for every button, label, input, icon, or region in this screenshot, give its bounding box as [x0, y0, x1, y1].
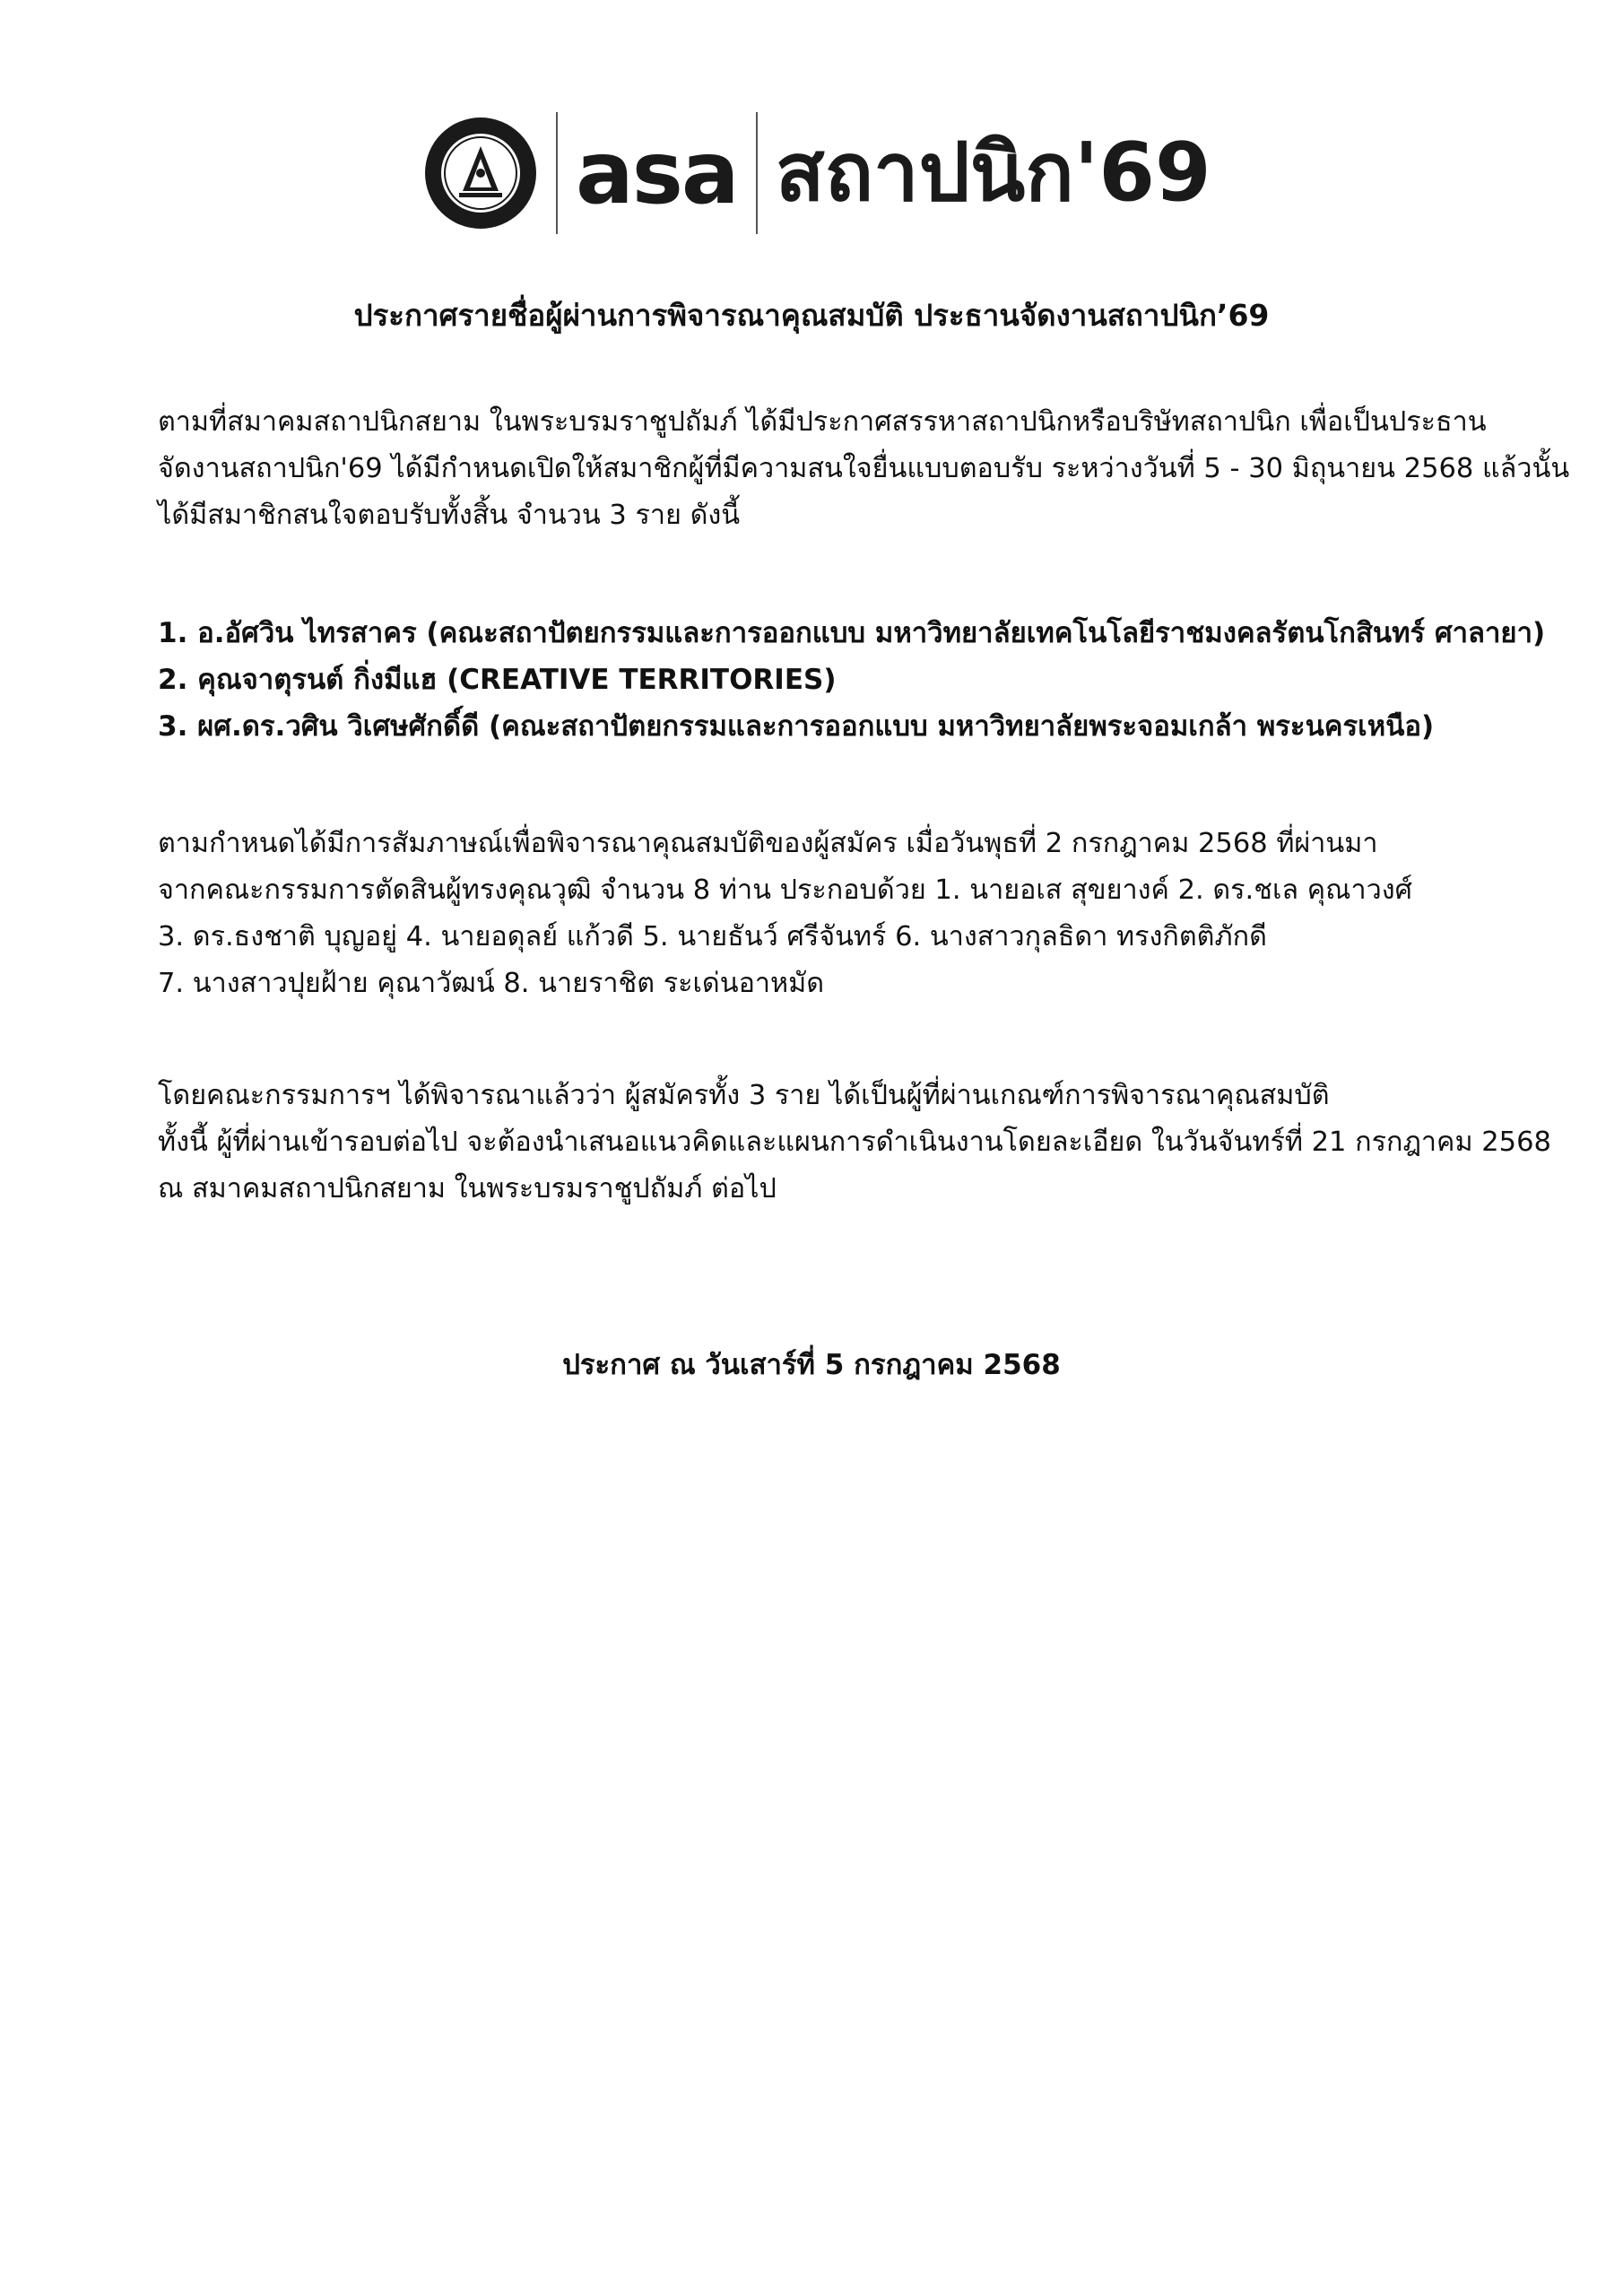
header-divider-2: [756, 112, 758, 234]
candidate-item: 1. อ.อัศวิน ไทรสาคร (คณะสถาปัตยกรรมและการออกแบบ มหาวิทยาลัยเทคโนโลยีราชมงคลรัตนโกสินทร์ ศาลายา): [158, 617, 1546, 649]
candidate-item: 3. ผศ.ดร.วศิน วิเศษศักดิ์ดี (คณะสถาปัตยกรรมและการออกแบบ มหาวิทยาลัยพระจอมเกล้า พระนครเหนือ): [158, 710, 1435, 743]
result-line: โดยคณะกรรมการฯ ได้พิจารณาแล้วว่า ผู้สมัครทั้ง 3 ราย ได้เป็นผู้ที่ผ่านเกณฑ์การพิจารณาคุณสมบัติ: [158, 1080, 1330, 1111]
header-logo-bar: [423, 106, 1212, 240]
interview-paragraph: [158, 821, 1503, 1007]
result-line: ณ สมาคมสถาปนิกสยาม ในพระบรมราชูปถัมภ์ ต่อไป: [158, 1173, 777, 1205]
asa-seal-logo-icon: [423, 116, 538, 230]
header-divider-1: [556, 112, 558, 234]
interview-line: 3. ดร.ธงชาติ บุญอยู่ 4. นายอดุลย์ แก้วดี 5. นายธันว์ ศรีจันทร์ 6. นางสาวกุลธิดา ทรงกิตติภักดี: [158, 921, 1267, 952]
intro-line: จัดงานสถาปนิก'69 ได้มีกำหนดเปิดให้สมาชิกผู้ที่มีความสนใจยื่นแบบตอบรับ ระหว่างวันที่ 5 - 30 มิถุนายน 2568 แล้วนั้น: [158, 453, 1570, 484]
result-line: ทั้งนี้ ผู้ที่ผ่านเข้ารอบต่อไป จะต้องนำเสนอแนวคิดและแผนการดำเนินงานโดยละเอียด ในวันจันทร์ที่ 21 กรกฎาคม 2568: [158, 1126, 1551, 1158]
interview-line: ตามกำหนดได้มีการสัมภาษณ์เพื่อพิจารณาคุณสมบัติของผู้สมัคร เมื่อวันพุธที่ 2 กรกฎาคม 2568 ที่ผ่านมา: [158, 828, 1378, 859]
intro-line: ตามที่สมาคมสถาปนิกสยาม ในพระบรมราชูปถัมภ์ ได้มีประกาศสรรหาสถาปนิกหรือบริษัทสถาปนิก เพื่อเป็นประธาน: [158, 406, 1487, 438]
page-title: ประกาศรายชื่อผู้ผ่านการพิจารณาคุณสมบัติ ประธานจัดงานสถาปนิก’69: [353, 298, 1270, 333]
sathapanik-69-wordmark: สถาปนิก'69: [775, 126, 1211, 220]
result-paragraph: [158, 1073, 1551, 1213]
interview-line: จากคณะกรรมการตัดสินผู้ทรงคุณวุฒิ จำนวน 8 ท่าน ประกอบด้วย 1. นายอเส สุขยางค์ 2. ดร.ชเล คุณาวงศ์: [158, 874, 1412, 906]
asa-wordmark: asa: [576, 123, 738, 223]
candidate-item: 2. คุณจาตุรนต์ กิ่งมีแฮ (CREATIVE TERRITORIES): [158, 664, 837, 696]
candidate-list: [158, 610, 1546, 750]
intro-paragraph: [158, 399, 1570, 539]
announcement-date: ประกาศ ณ วันเสาร์ที่ 5 กรกฎาคม 2568: [562, 1349, 1061, 1381]
interview-line: 7. นางสาวปุยฝ้าย คุณาวัฒน์ 8. นายราชิต ระเด่นอาหมัด: [158, 968, 825, 999]
intro-line: ได้มีสมาชิกสนใจตอบรับทั้งสิ้น จำนวน 3 ราย ดังนี้: [158, 500, 741, 531]
